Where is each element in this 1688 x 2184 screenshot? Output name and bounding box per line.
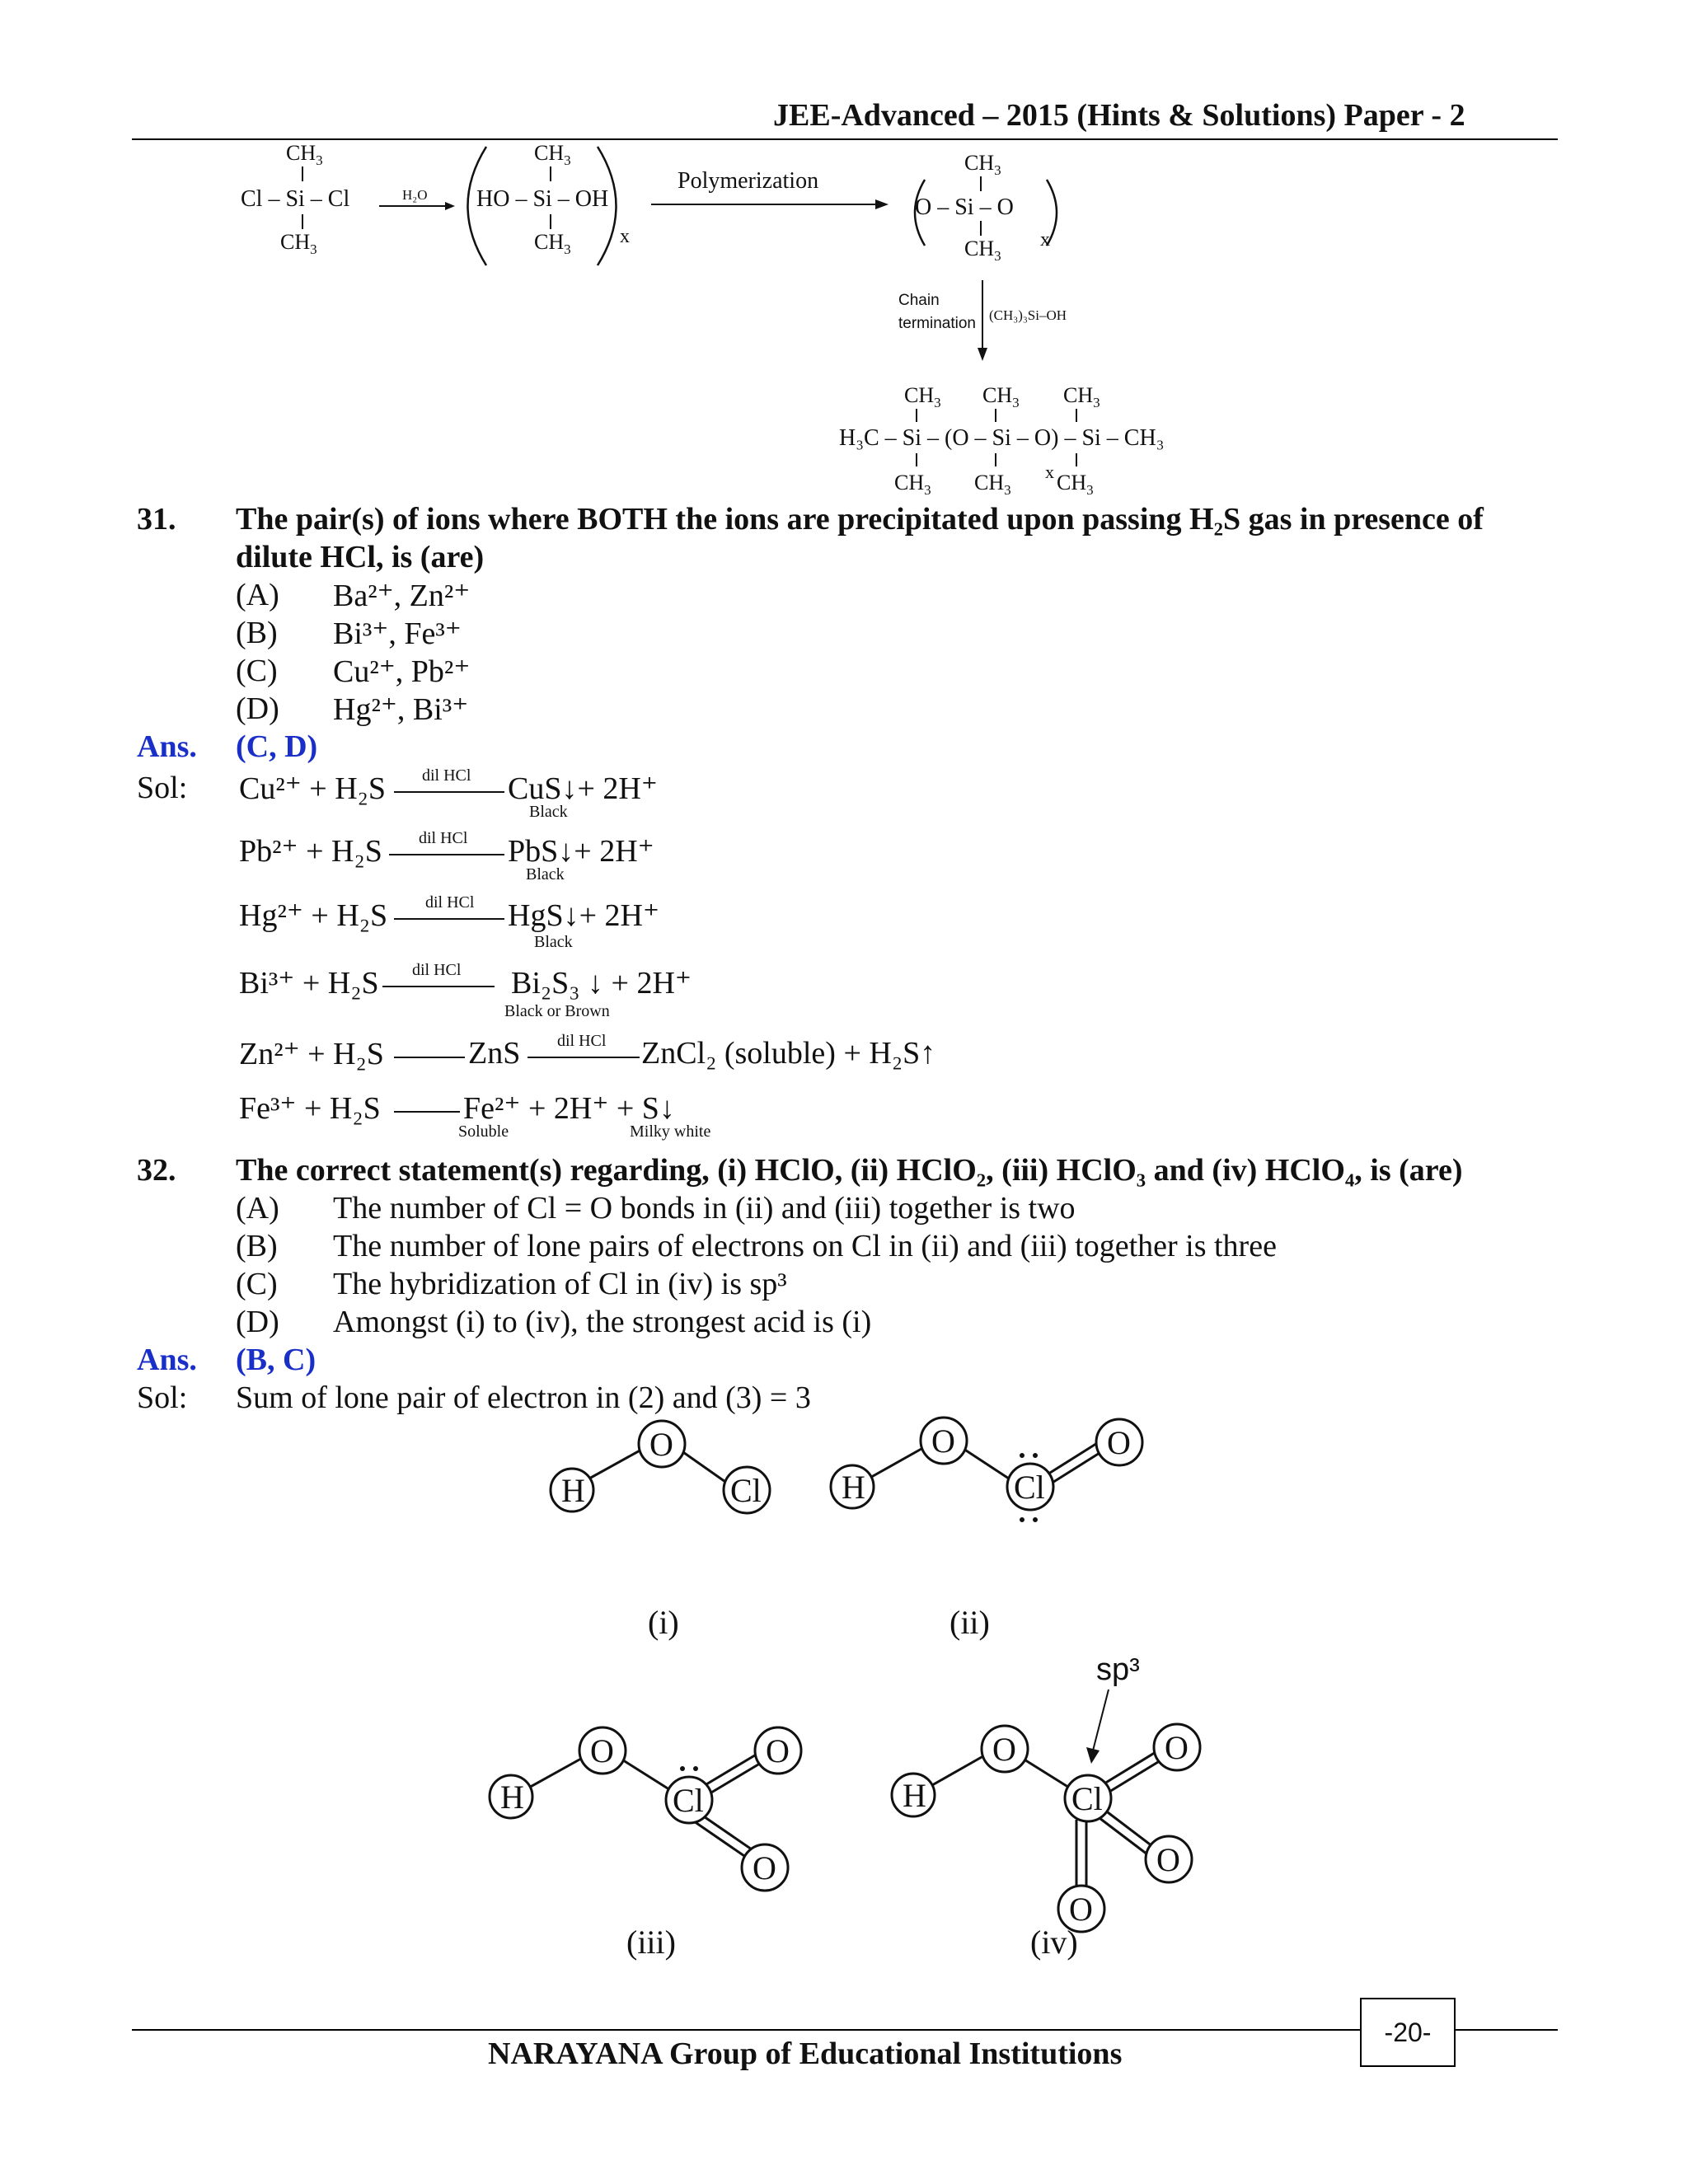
final-bottom-ch3-3: $CH_3$ — [1057, 471, 1094, 498]
svg-text:O: O — [992, 1731, 1016, 1768]
q31-option-a-text: Ba²⁺, Zn²⁺ — [333, 579, 471, 613]
q31-option-b-label: (B) — [236, 616, 278, 650]
polymerization-label: Polymerization — [678, 168, 819, 194]
q32-option-a-label: (A) — [236, 1191, 279, 1226]
footer-rule — [132, 2029, 1558, 2031]
reaction-cu-cond: dil HCl — [422, 766, 471, 785]
reaction-bi-cond: dil HCl — [412, 961, 462, 979]
final-top-ch3-3: $CH_3$ — [1063, 383, 1100, 410]
oxyacid-structures — [0, 1401, 1688, 1994]
reaction-pb-cond: dil HCl — [419, 829, 468, 847]
svg-text:O: O — [1069, 1891, 1093, 1928]
final-x: x — [1045, 462, 1054, 482]
svg-text:Cl: Cl — [1014, 1469, 1045, 1506]
polymer-x: x — [1040, 229, 1050, 251]
svg-text:O: O — [753, 1849, 776, 1886]
q31-option-a-label: (A) — [236, 578, 279, 612]
reaction-bi-rhs: Bi₂S₃ ↓ + 2H⁺ — [511, 966, 692, 1001]
reaction-cu-note: Black — [529, 803, 568, 821]
page-number: -20- — [1384, 2017, 1432, 2047]
structure-iv-hclo4 — [892, 1652, 1200, 1932]
q32-number: 32. — [137, 1153, 176, 1188]
reaction-hg-arrow — [394, 918, 504, 920]
q31-text-line2: dilute HCl, is (are) — [236, 540, 485, 574]
reaction-zn-rhs: ZnCl₂ (soluble) + H₂S↑ — [641, 1036, 936, 1071]
reaction-fe-note-milky: Milky white — [630, 1122, 711, 1141]
svg-text:Cl: Cl — [1071, 1780, 1103, 1817]
reaction-zn-mid: ZnS — [468, 1036, 521, 1071]
page-header: JEE-Advanced – 2015 (Hints & Solutions) Paper - 2 — [773, 98, 1465, 133]
terminator-label: (CH₃)₃Si–OH — [989, 307, 1067, 323]
q32-answer: (B, C) — [236, 1343, 316, 1377]
svg-text:Cl: Cl — [730, 1472, 762, 1509]
reaction-cu-rhs: CuS↓+ 2H⁺ — [508, 771, 658, 806]
structure-label-iii: (iii) — [626, 1924, 676, 1961]
reaction-fe-note-soluble: Soluble — [458, 1122, 509, 1141]
chain-label: Chain — [898, 292, 940, 309]
svg-text:O: O — [1156, 1841, 1180, 1878]
svg-text:O: O — [649, 1426, 673, 1463]
q32-sol-text: Sum of lone pair of electron in (2) and (3) = 3 — [236, 1380, 811, 1415]
q31-option-d-label: (D) — [236, 691, 279, 726]
q32-option-b-label: (B) — [236, 1229, 278, 1263]
q31-option-c-text: Cu²⁺, Pb²⁺ — [333, 654, 471, 689]
reaction-zn-lhs: Zn²⁺ + H₂S — [239, 1037, 384, 1071]
reaction-fe-rhs: Fe²⁺ + 2H⁺ + S↓ — [463, 1091, 675, 1126]
final-top-ch3-2: $CH_3$ — [982, 383, 1020, 410]
sp3-label: sp³ — [1096, 1652, 1140, 1687]
silanol-formula: HO – Si – OH — [476, 186, 609, 212]
final-bottom-ch3-2: $CH_3$ — [974, 471, 1011, 498]
polymer-formula: O – Si – O — [915, 194, 1014, 220]
final-polymer-formula: H₃C – Si – (O – Si – O) – Si – CH₃ — [839, 425, 1165, 451]
q32-option-d-text: Amongst (i) to (iv), the strongest acid is (i) — [333, 1305, 872, 1339]
reaction-hg-cond: dil HCl — [425, 893, 475, 912]
reaction-zn-cond: dil HCl — [557, 1032, 607, 1050]
q31-option-b-text: Bi³⁺, Fe³⁺ — [333, 616, 462, 651]
reaction-fe-arrow — [394, 1111, 460, 1113]
q32-option-c-text: The hybridization of Cl in (iv) is sp³ — [333, 1267, 787, 1301]
reaction-fe-lhs: Fe³⁺ + H₂S — [239, 1091, 381, 1126]
structure-ii-hclo2 — [831, 1418, 1142, 1522]
q32-option-b-text: The number of lone pairs of electrons on Cl in (ii) and (iii) together is three — [333, 1229, 1277, 1263]
h2o-label: H₂O — [402, 187, 428, 203]
reaction-cu-lhs: Cu²⁺ + H₂S — [239, 771, 387, 806]
svg-text:O: O — [1165, 1729, 1189, 1766]
q32-option-a-text: The number of Cl = O bonds in (ii) and (iii) together is two — [333, 1191, 1076, 1226]
reactant-bottom-ch3: $CH_3$ — [280, 230, 317, 257]
reaction-pb-rhs: PbS↓+ 2H⁺ — [508, 834, 654, 869]
reaction-hg-rhs: HgS↓+ 2H⁺ — [508, 898, 660, 933]
q32-sol-label: Sol: — [137, 1380, 188, 1415]
page-number-box — [1360, 1998, 1456, 2067]
reaction-bi-note: Black or Brown — [504, 1002, 610, 1020]
svg-text:H: H — [842, 1469, 865, 1506]
svg-text:H: H — [500, 1779, 524, 1816]
silanol-top-ch3: $CH_3$ — [534, 141, 571, 168]
structure-label-i: (i) — [648, 1604, 679, 1641]
reaction-bi-arrow — [382, 986, 495, 987]
q32-option-c-label: (C) — [236, 1267, 278, 1301]
svg-text:O: O — [1107, 1424, 1131, 1461]
svg-text:O: O — [766, 1732, 790, 1769]
q31-option-d-text: Hg²⁺, Bi³⁺ — [333, 692, 469, 727]
silanol-x: x — [620, 226, 630, 247]
structure-iii-hclo3 — [490, 1727, 801, 1891]
reactant-formula: Cl – Si – Cl — [241, 186, 350, 212]
reaction-hg-note: Black — [534, 933, 573, 951]
q32-ans-label: Ans. — [137, 1343, 197, 1377]
reaction-zn-arrow2 — [528, 1057, 640, 1058]
q32-option-d-label: (D) — [236, 1305, 279, 1339]
reaction-bi-lhs: Bi³⁺ + H₂S — [239, 966, 379, 1001]
polymer-bottom-ch3: $CH_3$ — [964, 237, 1001, 264]
svg-text:Cl: Cl — [673, 1782, 704, 1819]
reaction-pb-note: Black — [526, 865, 565, 883]
silicone-reaction-scheme — [0, 140, 1688, 503]
structure-i-hclo — [551, 1421, 770, 1513]
reaction-pb-arrow — [389, 854, 504, 855]
footer-text: NARAYANA Group of Educational Institutions — [488, 2036, 1123, 2071]
q31-sol-label: Sol: — [137, 771, 188, 805]
polymer-top-ch3: $CH_3$ — [964, 151, 1001, 178]
q31-option-c-label: (C) — [236, 654, 278, 688]
svg-text:H: H — [903, 1777, 926, 1814]
reactant-top-ch3: $CH_3$ — [286, 141, 323, 168]
structure-label-ii: (ii) — [950, 1604, 990, 1641]
reaction-hg-lhs: Hg²⁺ + H₂S — [239, 898, 388, 933]
q31-answer: (C, D) — [236, 729, 318, 764]
termination-label: termination — [898, 315, 976, 332]
svg-text:O: O — [590, 1732, 614, 1769]
reaction-cu-arrow — [394, 791, 504, 793]
final-top-ch3-1: $CH_3$ — [904, 383, 941, 410]
svg-text:O: O — [931, 1422, 955, 1460]
reaction-zn-arrow1 — [394, 1057, 465, 1058]
svg-text:H: H — [561, 1472, 585, 1509]
q31-number: 31. — [137, 502, 176, 537]
reaction-pb-lhs: Pb²⁺ + H₂S — [239, 834, 382, 869]
structure-label-iv: (iv) — [1030, 1924, 1078, 1961]
q32-text: The correct statement(s) regarding, (i) HClO, (ii) HClO₂, (iii) HClO₃ and (iv) HClO₄, is (are) — [236, 1153, 1463, 1188]
final-bottom-ch3-1: $CH_3$ — [894, 471, 931, 498]
silanol-bottom-ch3: $CH_3$ — [534, 230, 571, 257]
q31-text-line1: The pair(s) of ions where BOTH the ions are precipitated upon passing H₂S gas in presence of — [236, 502, 1484, 537]
q31-ans-label: Ans. — [137, 729, 197, 764]
